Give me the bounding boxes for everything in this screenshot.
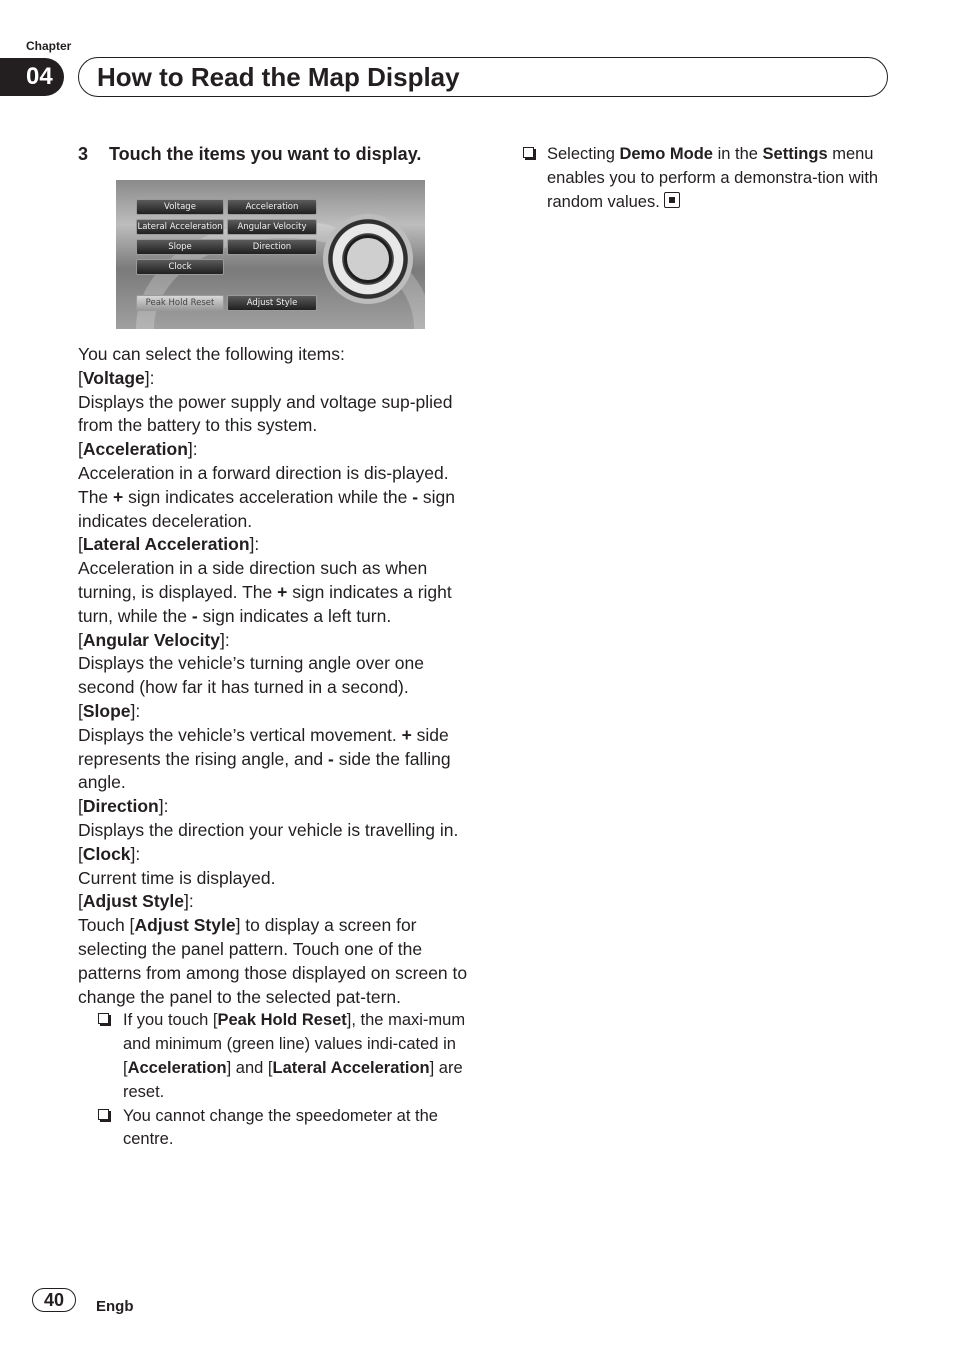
adjust-style-button[interactable]: Adjust Style	[227, 295, 317, 311]
item-description: Acceleration in a forward direction is dis-played. The + sign indicates acceleration while the - sign indicates deceleration.	[78, 462, 455, 531]
note-demo-mode: Selecting Demo Mode in the Settings menu enables you to perform a demonstra-tion with random values.	[523, 143, 893, 214]
end-of-section-icon	[664, 192, 680, 208]
checkbox-bullet-icon	[523, 147, 534, 158]
language-code: Engb	[96, 1298, 134, 1315]
item-description: Touch [Adjust Style] to display a screen for selecting the panel pattern. Touch one of the patterns from among those displayed on screen to change the panel to the selected pat-tern.	[78, 915, 468, 1007]
clock-button[interactable]: Clock	[136, 259, 224, 275]
intro-text: You can select the following items:	[78, 344, 345, 364]
checkbox-bullet-icon	[98, 1013, 109, 1024]
item-heading: [Adjust Style]:	[78, 891, 194, 912]
step-number: 3	[78, 144, 89, 164]
voltage-button[interactable]: Voltage	[136, 199, 224, 215]
item-heading: [Angular Velocity]:	[78, 629, 230, 650]
item-descriptions	[78, 343, 470, 1152]
item-heading: [Slope]:	[78, 700, 141, 721]
step-text: Touch the items you want to display.	[109, 144, 422, 164]
item-heading: [Direction]:	[78, 796, 169, 817]
item-heading: [Voltage]:	[78, 367, 155, 388]
item-heading: [Lateral Acceleration]:	[78, 534, 260, 555]
slope-button[interactable]: Slope	[136, 239, 224, 255]
peak-hold-reset-button[interactable]: Peak Hold Reset	[136, 295, 224, 311]
compass-needle-icon	[344, 235, 392, 283]
step-instruction	[78, 144, 421, 165]
chapter-number: 04	[0, 58, 64, 96]
page-number: 40	[32, 1288, 76, 1312]
screenshot-figure	[116, 180, 425, 329]
checkbox-bullet-icon	[98, 1109, 109, 1120]
item-description: Acceleration in a side direction such as when turning, is displayed. The + sign indicates a right turn, while the - sign indicates a left turn.	[78, 558, 452, 626]
demo-mode-note-column	[523, 143, 893, 214]
acceleration-button[interactable]: Acceleration	[227, 199, 317, 215]
chapter-label: Chapter	[26, 39, 72, 53]
item-description: Displays the power supply and voltage sup-plied from the battery to this system.	[78, 391, 453, 436]
lateral-acceleration-button[interactable]: Lateral Acceleration	[136, 219, 224, 235]
item-description: Displays the vehicle’s turning angle over one second (how far it has turned in a second).	[78, 653, 424, 698]
direction-button[interactable]: Direction	[227, 239, 317, 255]
item-description: Displays the direction your vehicle is travelling in.	[78, 819, 459, 840]
item-description: Displays the vehicle’s vertical movement. + side represents the rising angle, and - side the falling angle.	[78, 724, 451, 793]
note-speedometer: You cannot change the speedometer at the centre.	[78, 1105, 470, 1153]
page-title: How to Read the Map Display	[78, 57, 888, 97]
angular-velocity-button[interactable]: Angular Velocity	[227, 219, 317, 235]
item-description: Current time is displayed.	[78, 867, 276, 888]
item-heading: [Clock]:	[78, 843, 141, 864]
item-heading: [Acceleration]:	[78, 439, 198, 460]
note-peak-hold-reset: If you touch [Peak Hold Reset], the maxi-mum and minimum (green line) values indi-cated in [Acceleration] and [Lateral Acceleration] are reset.	[78, 1009, 470, 1104]
